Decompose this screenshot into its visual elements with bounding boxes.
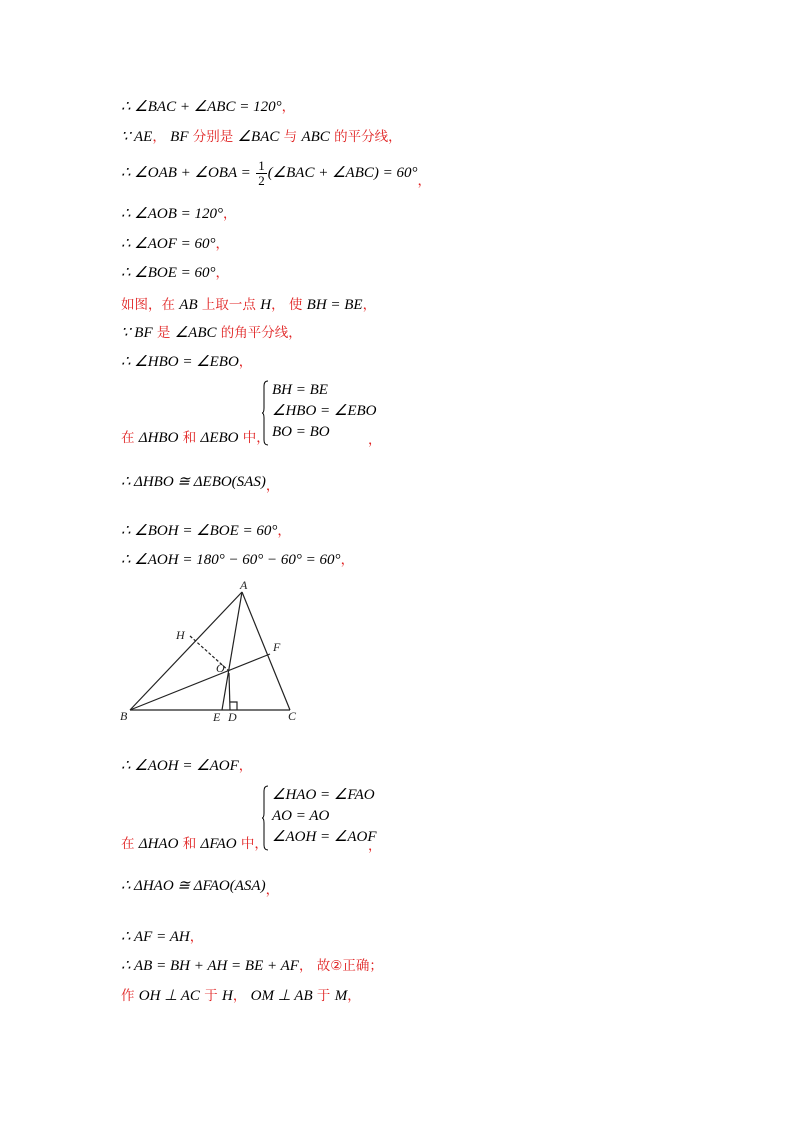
punctuation: ， xyxy=(340,552,355,568)
text: 上取一点 xyxy=(197,297,261,313)
text: ， 使 xyxy=(271,297,307,313)
math-text: (∠BAC + ∠ABC) = 60° xyxy=(267,165,418,181)
denominator: 2 xyxy=(258,172,265,188)
equation-system-2 xyxy=(262,785,382,851)
equation: ∴ ∠AOH = 180° − 60° − 60° = 60° xyxy=(121,552,341,568)
equation: ∴ ∠BOH = ∠BOE = 60° xyxy=(121,523,278,539)
proof-line-6 xyxy=(121,263,229,283)
punctuation: ， xyxy=(417,173,431,189)
proof-line-18 xyxy=(121,956,383,976)
segment-od xyxy=(229,673,230,710)
punctuation: ， xyxy=(368,838,382,854)
text: 于 xyxy=(199,988,223,1004)
punctuation: ， xyxy=(265,882,280,898)
proof-line-16 xyxy=(121,876,279,896)
equation: ∴ ∠BAC + ∠ABC = 120° xyxy=(121,99,282,115)
equation-system-1 xyxy=(262,380,382,446)
math-text: ∵ BF xyxy=(121,325,153,341)
math-text: ∠BAC xyxy=(237,129,280,145)
punctuation: ， xyxy=(189,929,204,945)
label-o: O xyxy=(216,661,225,675)
proof-line-19 xyxy=(121,986,361,1006)
right-angle-mark xyxy=(230,702,237,710)
label-a: A xyxy=(240,580,248,592)
proof-line-2 xyxy=(121,127,402,147)
punctuation: ， xyxy=(215,236,230,252)
system-row: BH = BE xyxy=(272,382,328,398)
text: 是 xyxy=(152,325,175,341)
proof-line-13 xyxy=(121,550,354,570)
text: ， xyxy=(232,988,251,1004)
math-text: OH ⊥ AC xyxy=(138,988,200,1004)
math-text: ∵ AE xyxy=(121,129,153,145)
conclusion-text: ， 故②正确； xyxy=(298,958,383,974)
punctuation: ， xyxy=(281,99,296,115)
system-1-comma xyxy=(368,430,382,450)
proof-line-12 xyxy=(121,521,291,541)
label-b: B xyxy=(120,709,128,723)
text: 作 xyxy=(121,988,139,1004)
math-text: ΔHAO xyxy=(138,836,179,852)
punctuation: ， xyxy=(223,206,237,222)
proof-line-4 xyxy=(121,204,237,224)
label-e: E xyxy=(213,710,221,724)
fraction xyxy=(256,159,267,188)
text: 于 xyxy=(312,988,335,1004)
punctuation: ， xyxy=(347,988,361,1004)
proof-line-11 xyxy=(121,472,279,492)
text: 分别是 xyxy=(188,129,238,145)
triangle-diagram xyxy=(118,580,308,726)
text: 与 xyxy=(279,129,302,145)
equation: ∴ ΔHBO ≅ ΔEBO(SAS) xyxy=(121,474,266,490)
segment-bf xyxy=(130,654,270,710)
math-text: ΔFAO xyxy=(200,836,237,852)
equation: ∴ ∠BOE = 60° xyxy=(121,265,216,281)
text: 和 xyxy=(178,430,201,446)
proof-line-15 xyxy=(121,834,268,854)
label-h: H xyxy=(176,628,185,642)
text: ， xyxy=(152,129,171,145)
label-d: D xyxy=(228,710,237,724)
system-row: AO = AO xyxy=(272,808,330,824)
punctuation: ， xyxy=(368,432,382,448)
math-text: H xyxy=(222,988,233,1004)
system-row: ∠HAO = ∠FAO xyxy=(272,787,375,803)
math-text: ΔHBO xyxy=(138,430,179,446)
text: 的角平分线， xyxy=(216,325,302,341)
equation: ∴ ΔHAO ≅ ΔFAO(ASA) xyxy=(121,878,266,894)
system-2-comma xyxy=(368,836,382,856)
proof-line-1 xyxy=(121,97,295,117)
punctuation: ， xyxy=(265,478,280,494)
math-text: BH = BE xyxy=(306,297,363,313)
math-text: H xyxy=(260,297,272,313)
punctuation: ， xyxy=(215,265,230,281)
text: 中， xyxy=(238,430,270,446)
math-text: M xyxy=(334,988,348,1004)
math-text: BF xyxy=(170,129,189,145)
label-c: C xyxy=(288,709,297,723)
proof-line-3 xyxy=(121,158,431,188)
text: 中， xyxy=(236,836,268,852)
text: 如图，在 xyxy=(121,297,180,313)
equation: ∴ ∠AOH = ∠AOF xyxy=(121,758,239,774)
math-text: AB xyxy=(179,297,198,313)
math-text: ∴ ∠OAB + ∠OBA = xyxy=(121,165,251,181)
punctuation: ， xyxy=(238,758,253,774)
system-row: BO = BO xyxy=(272,424,330,440)
system-row: ∠AOH = ∠AOF xyxy=(272,829,377,845)
system-row: ∠HBO = ∠EBO xyxy=(272,403,377,419)
proof-line-7 xyxy=(121,295,376,315)
punctuation: ， xyxy=(238,354,253,370)
text: 和 xyxy=(178,836,201,852)
proof-line-14 xyxy=(121,756,252,776)
text: 在 xyxy=(121,836,139,852)
punctuation: ， xyxy=(277,523,291,539)
proof-line-8 xyxy=(121,323,302,343)
text: 在 xyxy=(121,430,139,446)
equation: ∴ ∠AOF = 60° xyxy=(121,236,216,252)
math-text: ΔEBO xyxy=(200,430,239,446)
math-text: OM ⊥ AB xyxy=(250,988,313,1004)
proof-line-9 xyxy=(121,352,252,372)
proof-line-17 xyxy=(121,927,203,947)
label-f: F xyxy=(273,640,281,654)
proof-line-5 xyxy=(121,234,229,254)
numerator: 1 xyxy=(258,157,265,173)
equation: ∴ ∠AOB = 120° xyxy=(121,206,224,222)
equation: ∴ AB = BH + AH = BE + AF xyxy=(121,958,299,974)
math-text: ABC xyxy=(301,129,330,145)
equation: ∴ AF = AH xyxy=(121,929,190,945)
segment-ac xyxy=(242,592,290,710)
punctuation: ， xyxy=(362,297,377,313)
equation: ∴ ∠HBO = ∠EBO xyxy=(121,354,239,370)
math-text: ∠ABC xyxy=(174,325,217,341)
proof-line-10 xyxy=(121,428,270,448)
text: 的平分线， xyxy=(329,129,402,145)
